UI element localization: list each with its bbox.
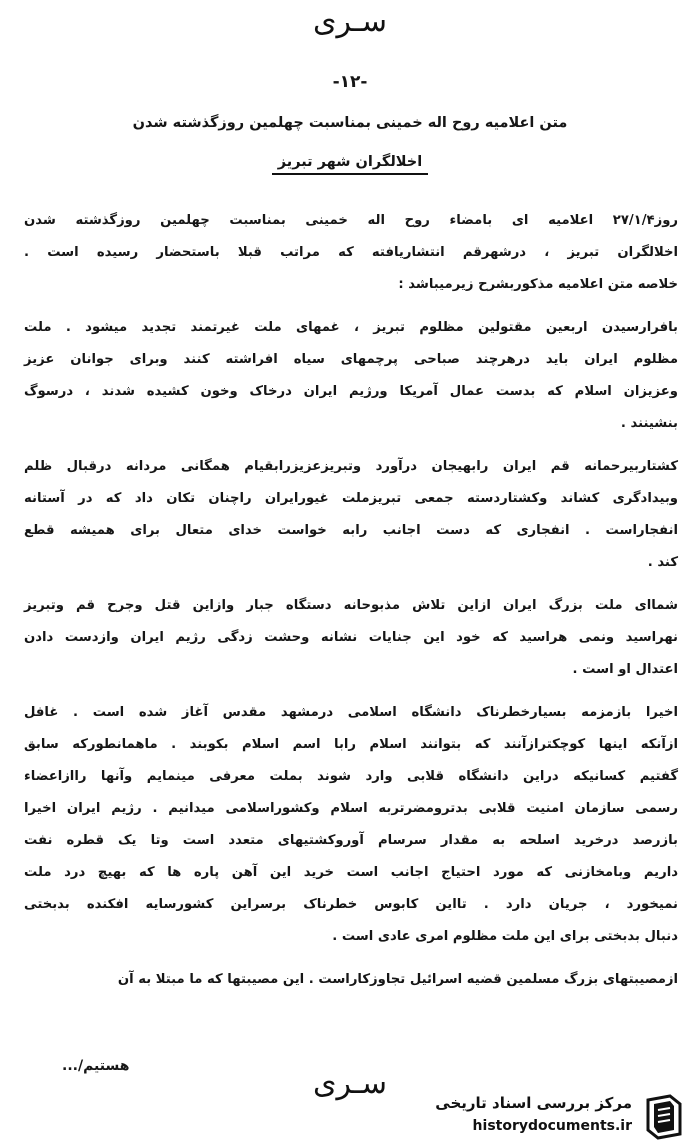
text-line: کند . bbox=[647, 555, 678, 570]
text-line: انفجاراست . انفجاری که دست اجانب رابه خواست خدای متعال برای همیشه قطع bbox=[24, 523, 678, 538]
page-number: -۱۲- bbox=[332, 72, 368, 92]
text-line: نهراسید ونمی هراسید که خود این جنایات نشانه وحشت زدگی رژیم ایران وازدست دادن bbox=[24, 630, 678, 645]
watermark-name: مرکز بررسی اسناد تاریخی bbox=[435, 1094, 632, 1112]
text-line: اخیرا بازمزمه بسیارخطرناک دانشگاه اسلامی درمشهد مقدس آغاز شده است . غافل bbox=[24, 705, 678, 720]
text-line: کشتاربیرحمانه قم ایران رابهیجان درآورد وتبریزعزیزرابقیام همگانی مردانه درقبال ظلم bbox=[24, 459, 678, 474]
text-line: اخلالگران تبریز ، درشهرقم انتشاریافته که مراتب قبلا باستحضار رسیده است . bbox=[24, 245, 678, 260]
text-line: روز۲۷/۱/۴ اعلامیه ای بامضاء روح اله خمینی بمناسبت چهلمین روزگذشته شدن bbox=[24, 213, 678, 228]
text-line: ازآنکه اینها کوچکترازآنند که بتوانند اسلام رابا اسم اسلام بکوبند . ماهمانطورکه سابق bbox=[24, 737, 678, 752]
text-line: اعتدال او است . bbox=[572, 662, 678, 677]
paragraph bbox=[24, 451, 678, 579]
paragraph bbox=[24, 590, 678, 686]
text-line: رسمی سازمان امنیت قلابی بدترومضرتربه اسلام وکشوراسلامی میدانیم . رژیم ایران اخیرا bbox=[24, 801, 678, 816]
watermark-url: historydocuments.ir bbox=[472, 1118, 632, 1134]
text-line: شماای ملت بزرگ ایران ازاین تلاش مذبوحانه دستگاه جبار وازاین قتل وجرح قم وتبریز bbox=[24, 598, 678, 613]
text-line: خلاصه متن اعلامیه مذکوربشرح زیرمیباشد : bbox=[398, 277, 678, 292]
document-subtitle-text: اخلالگران شهر تبریز bbox=[272, 154, 428, 175]
text-line: داریم وبامخازنی که مورد احتیاج اجانب است خرید این آهن پاره ها که بهیچ درد ملت bbox=[24, 865, 678, 880]
paragraph bbox=[24, 697, 678, 953]
text-line: ازمصیبتهای بزرگ مسلمین قضیه اسرائیل تجاوزکاراست . این مصیبتها که ما مبتلا به آن bbox=[117, 972, 678, 987]
paragraph bbox=[24, 312, 678, 440]
text-line: وعزیزان اسلام که بدست عمال آمریکا ورژیم ایران درخاک وخون کشیده شدند ، درسوگ bbox=[24, 384, 678, 399]
continuation-note: هستیم/... bbox=[62, 1058, 130, 1074]
text-line: وبیدادگری کشاند وکشتاردسته جمعی تبریزملت غیورایران راچنان تکان داد که در آستانه bbox=[24, 491, 678, 506]
text-line: بنشینند . bbox=[620, 416, 678, 431]
classification-stamp-bottom: سـری bbox=[313, 1066, 387, 1101]
document-subtitle bbox=[30, 154, 670, 170]
classification-stamp-top: سـری bbox=[313, 4, 387, 39]
text-line: بازرصد درخرید اسلحه به مقدار سرسام آوروکشتیهای متعدد است وتا یک قطره نفت bbox=[24, 833, 678, 848]
paragraph bbox=[24, 205, 678, 301]
book-page-icon bbox=[640, 1094, 688, 1140]
text-line: گفتیم کسانیکه دراین دانشگاه قلابی وارد شوند بملت معرفی مینمایم وآنها راازاعضاء bbox=[24, 769, 678, 784]
paragraph bbox=[24, 964, 678, 996]
text-line: بافرارسیدن اربعین مقتولین مظلوم تبریز ، غمهای ملت غیرتمند تجدید میشود . ملت bbox=[24, 320, 678, 335]
text-line: مظلوم ایران باید درهرچند صباحی پرچمهای سیاه افراشته کنند وبرای جوانان عزیز bbox=[24, 352, 678, 367]
text-line: نمیخورد ، جریان دارد . تااین کابوس خطرناک برسراین کشورسایه افکنده بدبختی bbox=[24, 897, 678, 912]
document-title: متن اعلامیه روح اله خمینی بمناسبت چهلمین روزگذشته شدن bbox=[132, 115, 568, 131]
text-line: دنبال بدبختی برای این ملت مظلوم امری عادی است . bbox=[332, 929, 678, 944]
watermark-logo bbox=[412, 1092, 692, 1142]
document-body bbox=[24, 205, 678, 1007]
